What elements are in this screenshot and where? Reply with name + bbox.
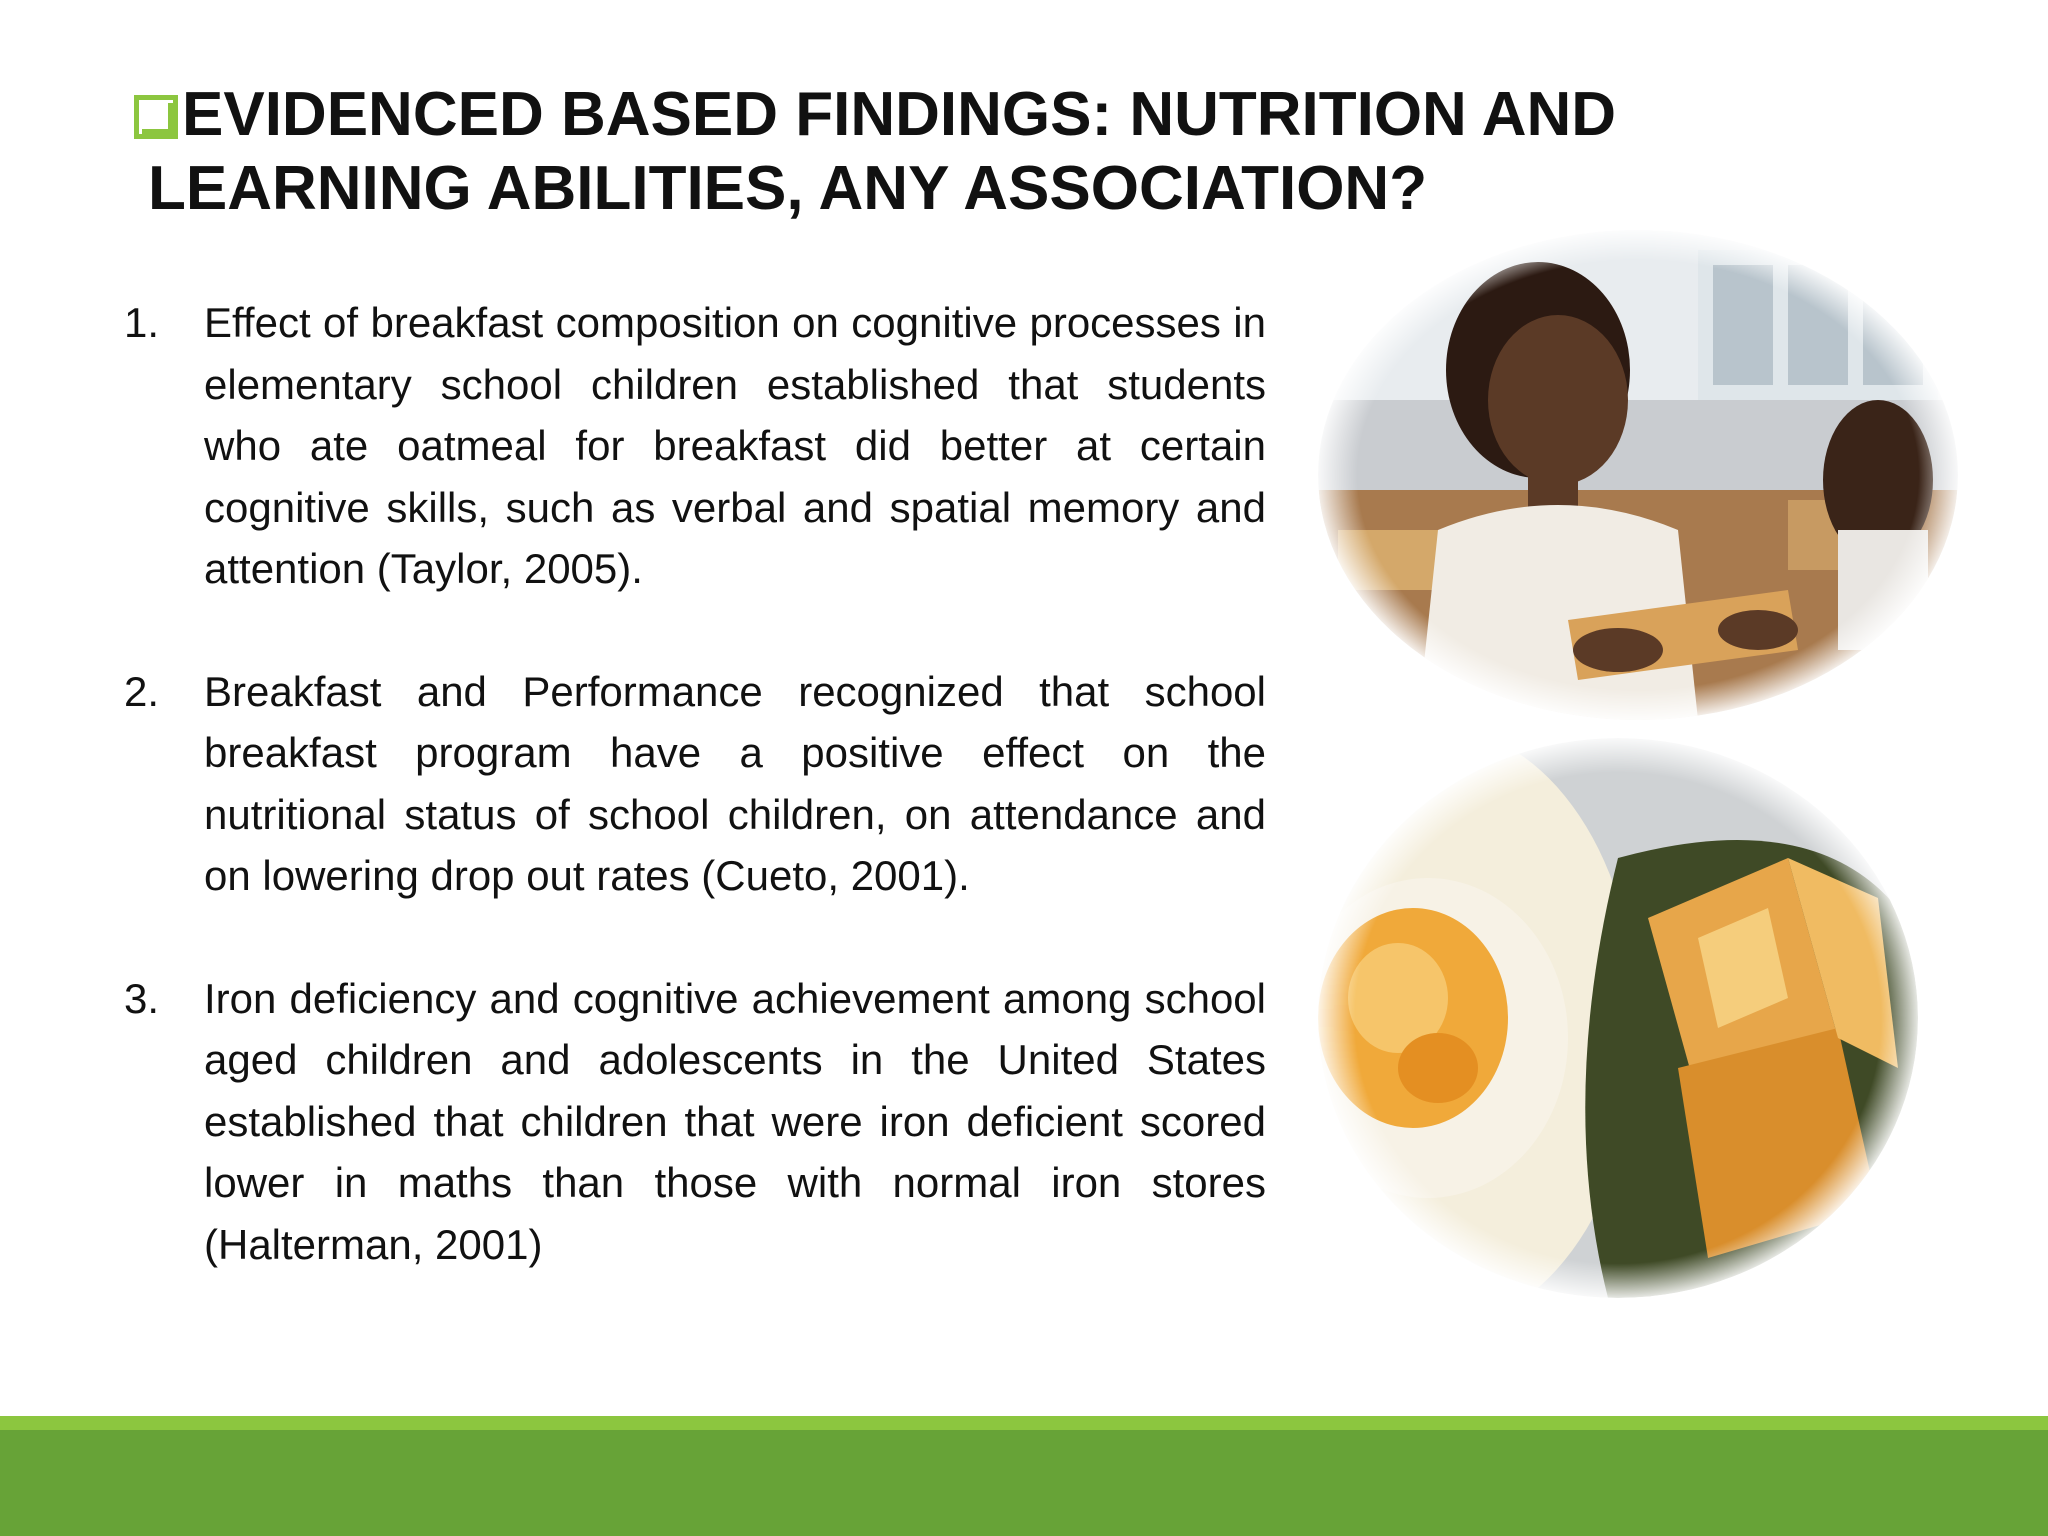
finding-item-1 [124,292,1266,600]
slide-title [132,78,1632,226]
title-text-line-1: EVIDENCED BASED FINDINGS: NUTRITION AND [182,80,1617,149]
footer-accent-band [0,1416,2048,1430]
finding-item-2 [124,661,1266,907]
finding-number: 3. [124,974,160,1022]
finding-text: Breakfast and Performance recognized that school breakfast program have a positive effect on the nutritional status of school children, on attendance and on lowering drop out rates (Cueto, 2001). [204,667,1266,899]
breakfast-food-photo [1318,738,1918,1298]
breakfast-food-illustration [1318,738,1918,1298]
child-reading-illustration [1318,230,1958,720]
child-reading-photo [1318,230,1958,720]
finding-item-3 [124,968,1266,1276]
footer-band [0,1430,2048,1536]
checkbox-square-icon [132,93,176,137]
finding-text: Iron deficiency and cognitive achievement among school aged children and adolescents in the United States established that children that were iron deficient scored lower in maths than those with normal iron stores (Halterman, 2001) [204,974,1266,1268]
title-line-1 [132,78,1632,152]
finding-text: Effect of breakfast composition on cognitive processes in elementary school children established that students who ate oatmeal for breakfast did better at certain cognitive skills, such as verbal and spatial memory and attention (Taylor, 2005). [204,299,1266,592]
title-text-line-2: LEARNING ABILITIES, ANY ASSOCIATION? [148,154,1428,223]
finding-number: 2. [124,667,160,715]
findings-list [124,292,1266,1336]
finding-number: 1. [124,299,160,346]
title-line-2 [132,152,1632,226]
